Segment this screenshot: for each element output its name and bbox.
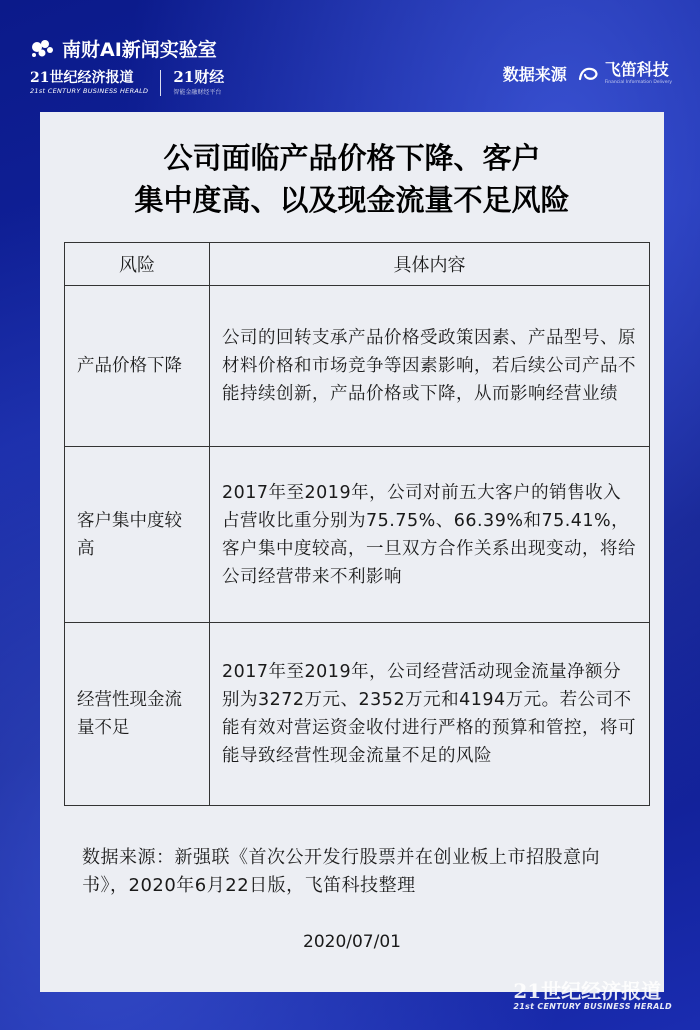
risk-cell: 经营性现金流量不足 xyxy=(65,623,210,806)
feidi-brand xyxy=(605,62,672,85)
brand-divider xyxy=(160,70,161,96)
risk-table xyxy=(64,242,650,806)
watermark-subtitle: 21st CENTURY BUSINESS HERALD xyxy=(513,1002,672,1011)
ai-lab-brand xyxy=(30,35,217,62)
publish-date: 2020/07/01 xyxy=(303,932,401,952)
media-brands xyxy=(30,70,224,96)
table-row xyxy=(65,623,650,806)
source-label: 数据来源 xyxy=(502,65,567,84)
watermark-name: 21世纪经济报道 xyxy=(513,979,662,1003)
header-risk: 风险 xyxy=(65,243,210,286)
title-line-1: 公司面临产品价格下降、客户 xyxy=(163,141,541,175)
header-content: 具体内容 xyxy=(210,243,650,286)
feidi-name: 飞笛科技 xyxy=(604,60,669,79)
paper-subtitle: 21st CENTURY BUSINESS HERALD xyxy=(30,87,149,95)
card-title xyxy=(40,137,664,221)
feidi-logo-icon xyxy=(577,65,601,83)
feidi-subtitle: Financial Information Delivery xyxy=(604,80,672,85)
caijing-name: 21财经 xyxy=(173,68,225,86)
paper-logo xyxy=(30,71,148,95)
watermark-logo xyxy=(513,980,672,1011)
paper-name: 21世纪经济报道 xyxy=(30,70,134,86)
content-cell: 公司的回转支承产品价格受政策因素、产品型号、原材料价格和市场竞争等因素影响，若后续公司产品不能持续创新，产品价格或下降，从而影响经营业绩 xyxy=(210,286,650,447)
content-cell: 2017年至2019年，公司对前五大客户的销售收入占营收比重分别为75.75%、66.39%和75.41%，客户集中度较高，一旦双方合作关系出现变动，将给公司经营带来不利影响 xyxy=(210,447,650,623)
title-line-2: 集中度高、以及现金流量不足风险 xyxy=(134,183,570,217)
caijing-logo xyxy=(173,70,224,96)
source-note: 数据来源：新强联《首次公开发行股票并在创业板上市招股意向书》，2020年6月22日版，飞笛科技整理 xyxy=(82,847,600,896)
ai-lab-logo-icon xyxy=(30,38,56,60)
info-card xyxy=(40,112,664,992)
risk-cell: 客户集中度较高 xyxy=(65,447,210,623)
header xyxy=(0,0,700,110)
table-row xyxy=(65,447,650,623)
data-source-header xyxy=(503,62,672,85)
table-row xyxy=(65,286,650,447)
table-header-row xyxy=(65,243,650,286)
content-cell: 2017年至2019年，公司经营活动现金流量净额分别为3272万元、2352万元和4194万元。若公司不能有效对营运资金收付进行严格的预算和管控，将可能导致经营性现金流量不足的风险 xyxy=(210,623,650,806)
risk-cell: 产品价格下降 xyxy=(65,286,210,447)
ai-lab-name: 南财AI新闻实验室 xyxy=(62,39,217,61)
caijing-subtitle: 智能金融财经平台 xyxy=(173,89,222,96)
